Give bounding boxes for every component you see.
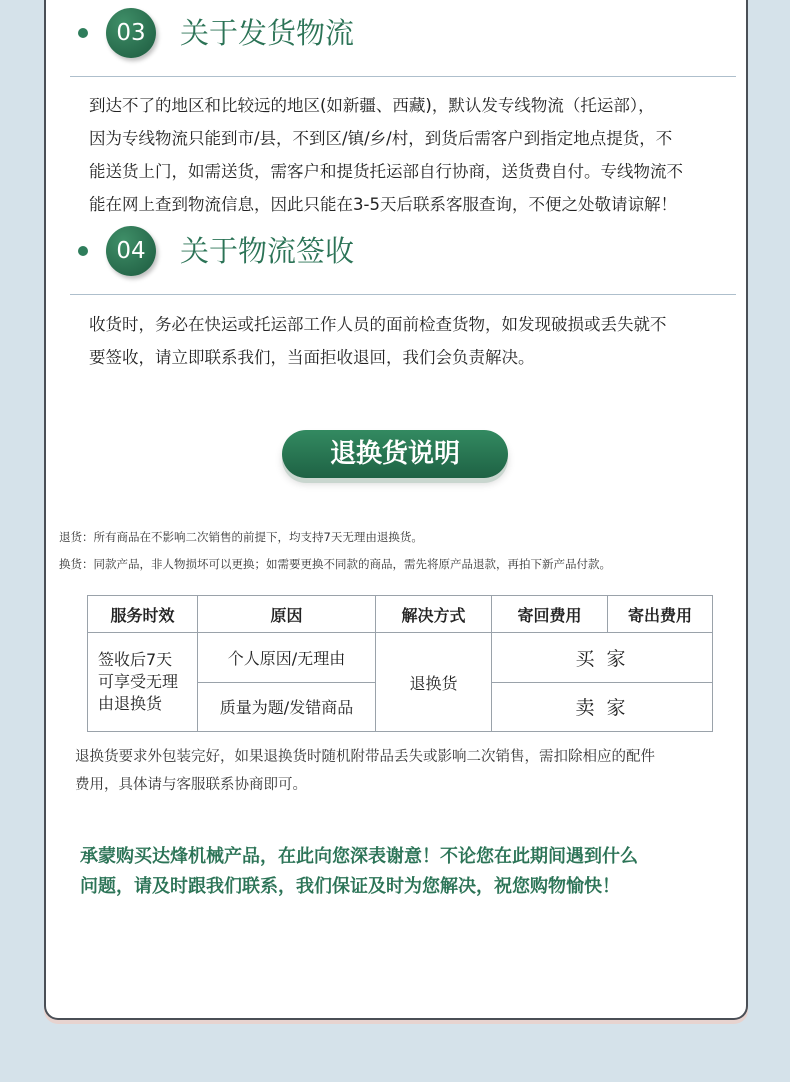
- cell-line: 可享受无理: [98, 672, 179, 691]
- section-number-badge: 03: [106, 8, 156, 58]
- note-line: 退换货要求外包装完好，如果退换货时随机附带品丢失或影响二次销售，需扣除相应的配件: [75, 749, 655, 765]
- section-number-badge: 04: [106, 226, 156, 276]
- section-04-header: [78, 222, 378, 282]
- table-header-row: [88, 596, 713, 633]
- section-03-header: [78, 4, 378, 64]
- cell-line: 签收后7天: [98, 650, 173, 669]
- paragraph-line: 到达不了的地区和比较远的地区(如新疆、西藏)，默认发专线物流（托运部），: [89, 96, 655, 115]
- cost-party-cell: 买 家: [492, 633, 713, 683]
- paragraph-line: 能送货上门，如需送货，需客户和提货托运部自行协商，送货费自付。专线物流不: [89, 162, 683, 181]
- exchange-rule: 换货：同款产品，非人物损坏可以更换；如需要更换不同款的商品，需先将原产品退款，再拍下新产品付款。: [59, 557, 611, 571]
- section-title: 关于发货物流: [180, 16, 355, 50]
- reason-cell: 质量为题/发错商品: [198, 682, 376, 732]
- table-row: [88, 633, 713, 683]
- cost-party-cell: 卖 家: [492, 682, 713, 732]
- returns-note: [75, 743, 730, 799]
- table-header: 服务时效: [88, 596, 198, 633]
- returns-table: [87, 595, 713, 732]
- solution-cell: 退换货: [376, 633, 492, 732]
- note-line: 费用，具体请与客服联系协商即可。: [75, 777, 307, 793]
- table-header: 原因: [198, 596, 376, 633]
- paragraph-line: 能在网上查到物流信息，因此只能在3-5天后联系客服查询，不便之处敬请谅解！: [89, 195, 677, 214]
- service-period-cell: [88, 633, 198, 732]
- reason-cell: 个人原因/无理由: [198, 633, 376, 683]
- bullet-dot: [78, 28, 88, 38]
- divider: [70, 76, 736, 77]
- thanks-line: 承蒙购买达烽机械产品，在此向您深表谢意！不论您在此期间遇到什么: [80, 846, 638, 867]
- divider: [70, 294, 736, 295]
- bullet-dot: [78, 246, 88, 256]
- thanks-message: [80, 842, 720, 902]
- returns-banner: 退换货说明: [282, 430, 508, 478]
- thanks-line: 问题，请及时跟我们联系，我们保证及时为您解决，祝您购物愉快！: [80, 876, 620, 897]
- shipping-paragraph: [89, 89, 739, 221]
- table-header: 解决方式: [376, 596, 492, 633]
- cell-line: 由退换货: [98, 694, 163, 713]
- table-header: 寄出费用: [608, 596, 713, 633]
- paragraph-line: 因为专线物流只能到市/县，不到区/镇/乡/村，到货后需客户到指定地点提货，不: [89, 129, 673, 148]
- paragraph-line: 要签收，请立即联系我们，当面拒收退回，我们会负责解决。: [89, 348, 535, 367]
- table-header: 寄回费用: [492, 596, 608, 633]
- receipt-paragraph: [89, 308, 739, 374]
- return-rule: 退货：所有商品在不影响二次销售的前提下，均支持7天无理由退换货。: [59, 530, 423, 544]
- section-title: 关于物流签收: [180, 234, 355, 268]
- paragraph-line: 收货时，务必在快运或托运部工作人员的面前检查货物，如发现破损或丢失就不: [89, 315, 667, 334]
